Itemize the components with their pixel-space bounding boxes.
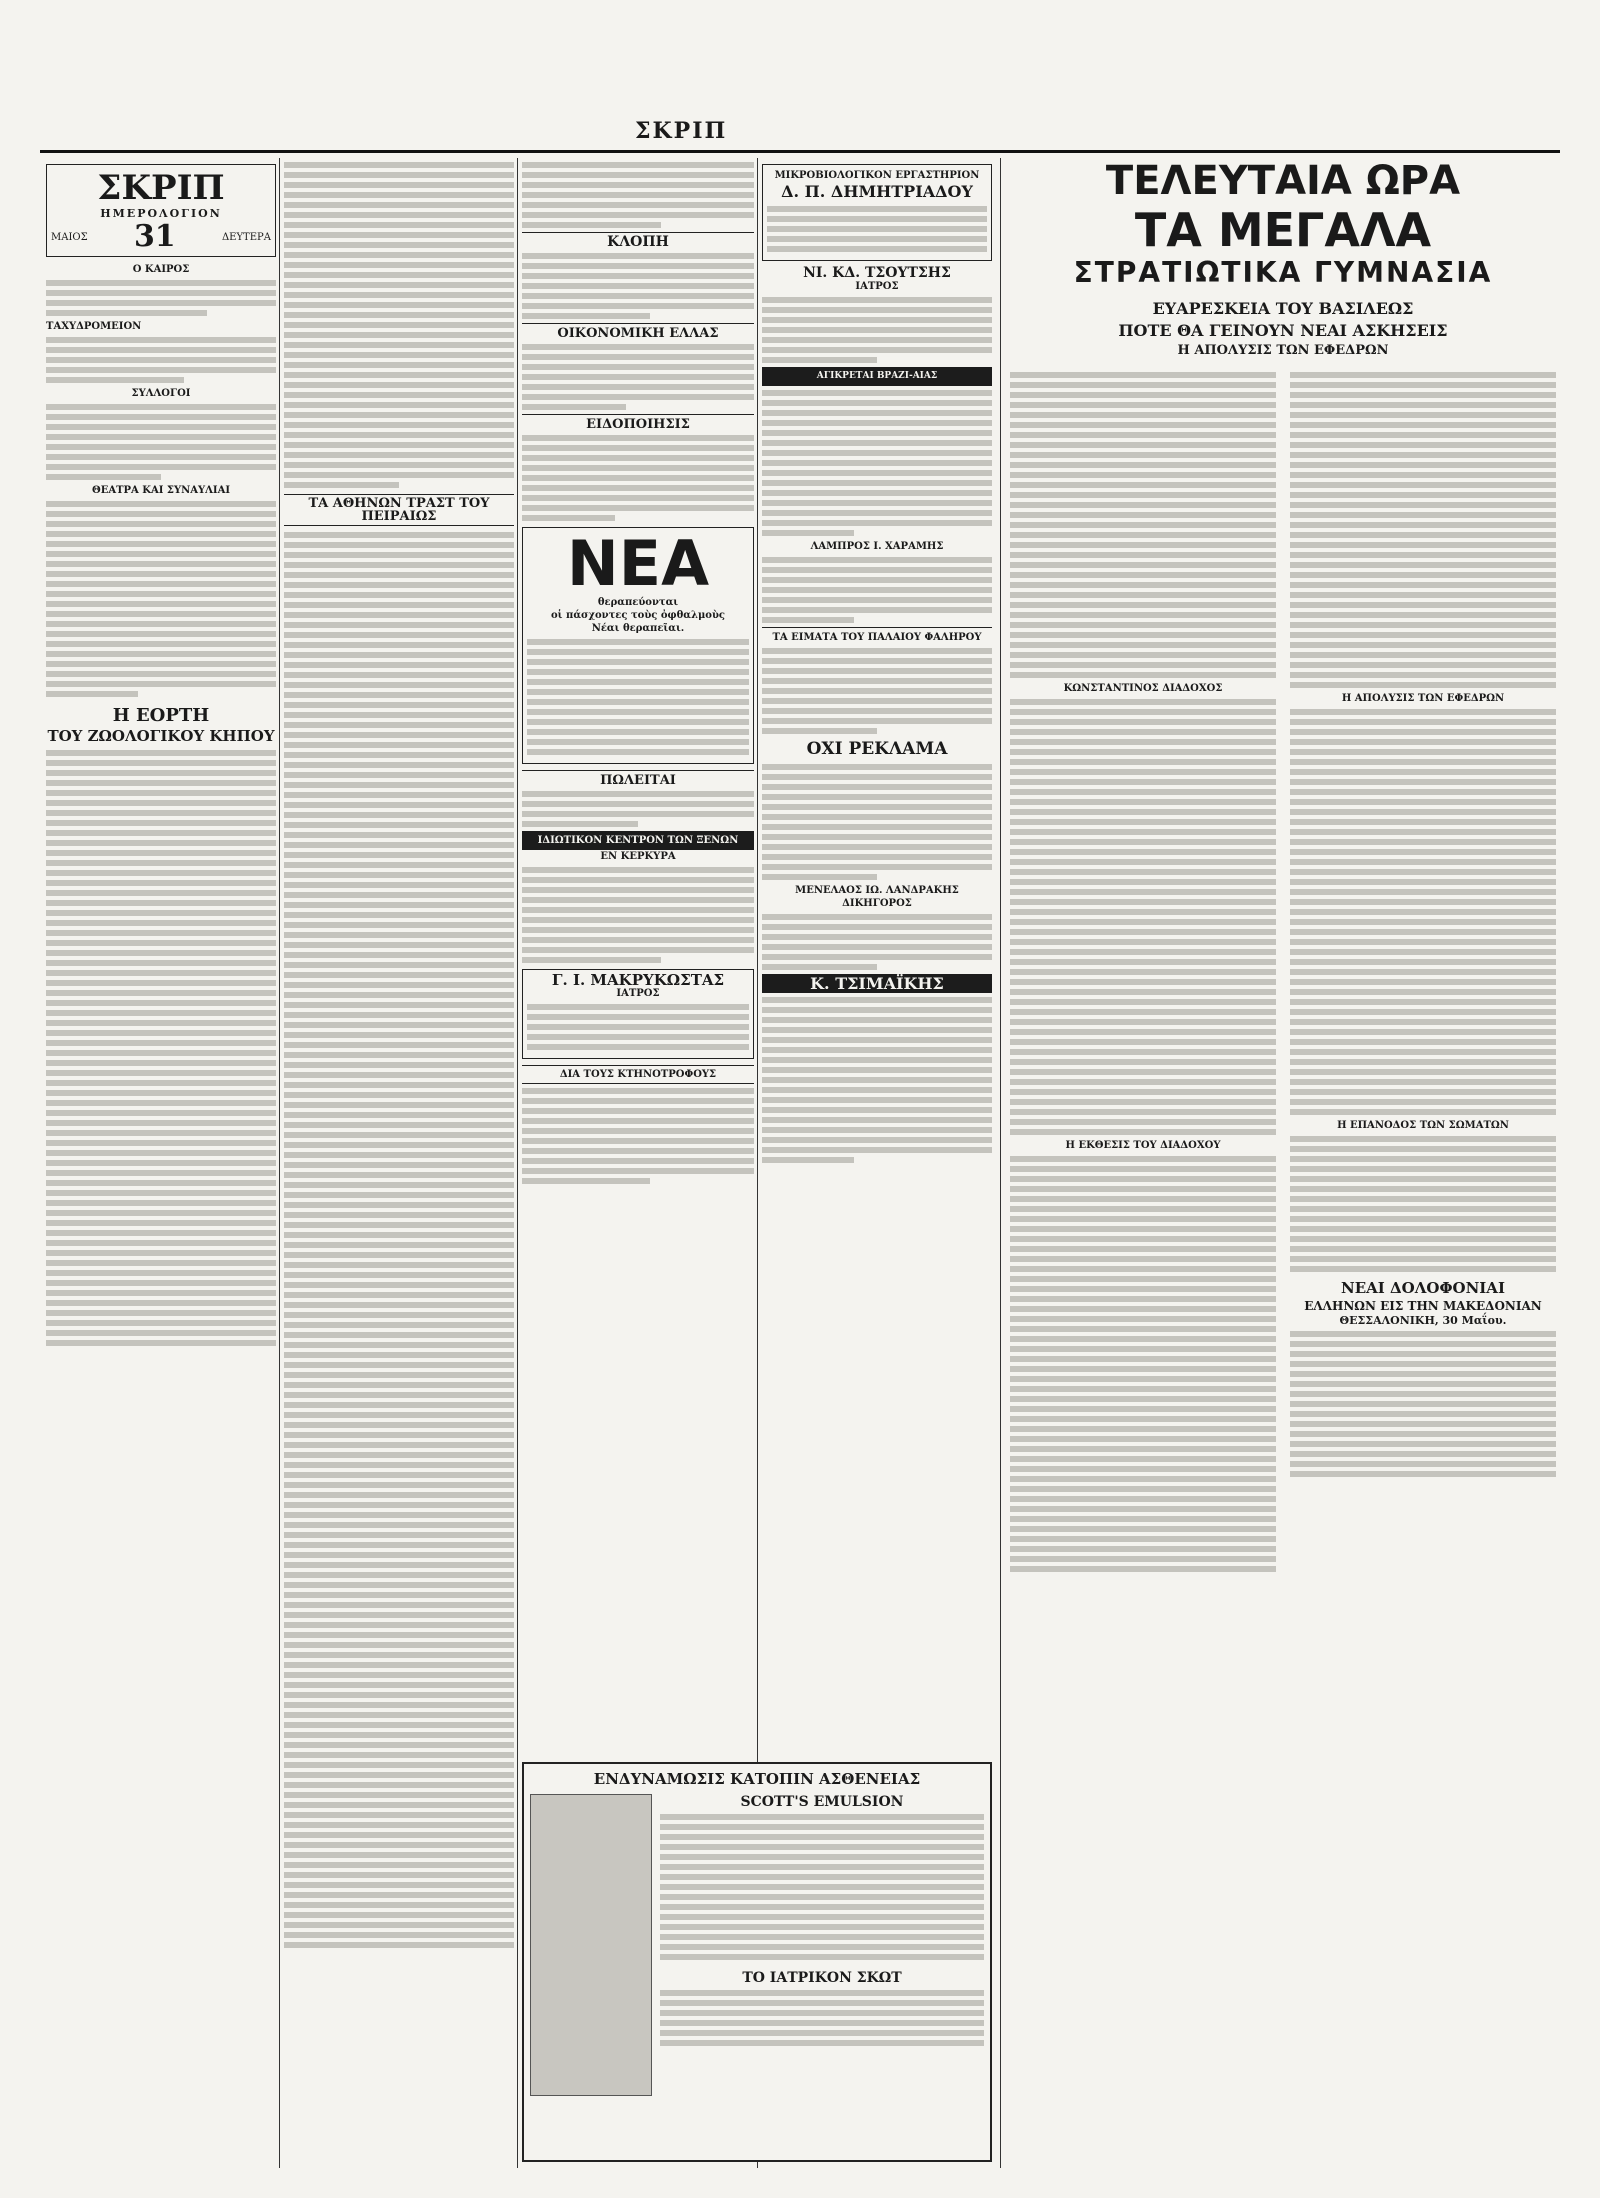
sub-heading-a: ΚΩΝΣΤΑΝΤΙΝΟΣ ΔΙΑΔΟΧΟΣ [1063, 683, 1223, 694]
scotts-emulsion-ad [522, 1762, 992, 2162]
almanac-month: ΜΑΙΟΣ [51, 231, 88, 243]
tsoutsis-name: ΝΙ. ΚΔ. ΤΣΟΥΤΣΗΣ [803, 265, 951, 281]
deck-1: ΕΥΑΡΕΣΚΕΙΑ ΤΟΥ ΒΑΣΙΛΕΩΣ [1152, 299, 1414, 318]
text-block [527, 1004, 749, 1050]
text-block [660, 1990, 984, 2046]
text-block [1010, 699, 1276, 1135]
theatre-heading: ΘΕΑΤΡΑ ΚΑΙ ΣΥΝΑΥΛΙΑΙ [91, 485, 231, 496]
text-block [46, 404, 276, 480]
nea-line-3: Νέαι θεραπεῖαι. [591, 623, 685, 634]
text-block [522, 1088, 754, 1184]
fisherman-illustration [530, 1794, 652, 2096]
running-title: ΣΚΡΙΠ [635, 118, 728, 144]
text-block [762, 764, 992, 880]
murder-heading-1: ΝΕΑΙ ΔΟΛΟΦΟΝΙΑΙ [1341, 1279, 1505, 1297]
column-5 [1010, 158, 1556, 2198]
column-1 [46, 158, 276, 2198]
no-ads-heading: ΟΧΙ ΡΕΚΛΑΜΑ [806, 739, 948, 759]
zoo-heading-2: ΤΟΥ ΖΩΟΛΟΓΙΚΟΥ ΚΗΠΟΥ [47, 727, 275, 745]
doctor-title: ΙΑΤΡΟΣ [616, 988, 660, 999]
lawyer-name: ΜΕΝΕΛΑΟΣ ΙΩ. ΛΑΝΔΡΑΚΗΣ [795, 885, 959, 896]
post-heading: ΤΑΧΥΔΡΟΜΕΙΟΝ [46, 321, 142, 332]
text-block [1290, 1331, 1556, 1477]
almanac-day: 31 [133, 219, 176, 254]
sub-heading-b: Η ΑΠΟΛΥΣΙΣ ΤΩΝ ΕΦΕΔΡΩΝ [1341, 693, 1505, 704]
livestock-heading: ΔΙΑ ΤΟΥΣ ΚΤΗΝΟΤΡΟΦΟΥΣ [522, 1065, 754, 1084]
text-block [284, 532, 514, 1948]
almanac-subtitle: ΗΜΕΡΟΛΟΓΙΟΝ [100, 207, 222, 220]
text-block [1010, 1156, 1276, 1572]
notices-heading: ΕΙΔΟΠΟΙΗΣΙΣ [522, 414, 754, 431]
text-block [46, 280, 276, 316]
column-rule [1000, 158, 1001, 2168]
nea-line-1: θεραπεύονται [597, 597, 679, 608]
nea-line-2: οἱ πάσχοντες τοὺς ὀφθαλμοὺς [551, 610, 725, 621]
text-block [522, 435, 754, 521]
text-block [762, 648, 992, 734]
text-block [762, 297, 992, 363]
lab-ad [762, 164, 992, 261]
almanac-title: ΣΚΡΙΠ [97, 168, 225, 208]
text-block [522, 253, 754, 319]
column-rule [279, 158, 280, 2168]
text-block [46, 750, 276, 1346]
text-block [527, 639, 749, 755]
text-block [522, 344, 754, 410]
top-rule [40, 150, 1560, 153]
text-block [522, 791, 754, 827]
column-2 [284, 158, 514, 2198]
lab-name: Δ. Π. ΔΗΜΗΤΡΙΑΔΟΥ [781, 182, 973, 201]
trust-heading: ΤΑ ΑΘΗΝΩΝ ΤΡΑΣΤ ΤΟΥ ΠΕΙΡΑΙΩΣ [284, 494, 514, 526]
clubs-heading: ΣΥΛΛΟΓΟΙ [131, 388, 191, 399]
dateline: ΘΕΣΣΑΛΟΝΙΚΗ, 30 Μαΐου. [1339, 1314, 1507, 1327]
kerkyra-heading-1: ΙΔΙΩΤΙΚΟΝ ΚΕΝΤΡΟΝ ΤΩΝ ΞΕΝΩΝ [522, 831, 754, 850]
theft-heading: ΚΛΟΠΗ [522, 232, 754, 249]
text-block [1290, 372, 1556, 688]
almanac-weekday: ΔΕΥΤΕΡΑ [221, 231, 271, 243]
tsoutsis-title: ΙΑΤΡΟΣ [855, 281, 899, 292]
lab-heading: ΜΙΚΡΟΒΙΟΛΟΓΙΚΟΝ ΕΡΓΑΣΤΗΡΙΟΝ [774, 170, 980, 181]
text-block [767, 206, 987, 252]
text-block [762, 997, 992, 1163]
tsimaikis-name: Κ. ΤΣΙΜΑΪΚΗΣ [762, 974, 992, 993]
text-block [1290, 709, 1556, 1115]
text-block [522, 867, 754, 963]
scott-title: SCOTT'S EMULSION [740, 1794, 904, 1810]
text-block [284, 162, 514, 488]
health-banner: ΕΝΔΥΝΑΜΩΣΙΣ ΚΑΤΟΠΙΝ ΑΣΘΕΝΕΙΑΣ [593, 1770, 921, 1788]
weather-heading: Ο ΚΑΙΡΟΣ [132, 264, 190, 275]
almanac-box [46, 164, 276, 257]
deck-2: ΠΟΤΕ ΘΑ ΓΕΙΝΟΥΝ ΝΕΑΙ ΑΣΚΗΣΕΙΣ [1118, 321, 1448, 340]
text-block [1010, 372, 1276, 678]
sub-heading-d: Η ΕΠΑΝΟΔΟΣ ΤΩΝ ΣΩΜΑΤΩΝ [1337, 1120, 1509, 1131]
text-block [762, 557, 992, 623]
zoo-heading-1: Η ΕΟΡΤΗ [112, 705, 210, 726]
scott-subtitle: ΤΟ ΙΑΤΡΙΚΟΝ ΣΚΩΤ [742, 1970, 902, 1986]
murder-heading-2: ΕΛΛΗΝΩΝ ΕΙΣ ΤΗΝ ΜΑΚΕΔΟΝΙΑΝ [1304, 1299, 1542, 1313]
lawyer-title: ΔΙΚΗΓΟΡΟΣ [842, 898, 912, 909]
economic-heading: ΟΙΚΟΝΟΜΙΚΗ ΕΛΛΑΣ [522, 323, 754, 340]
sub-heading-c: Η ΕΚΘΕΣΙΣ ΤΟΥ ΔΙΑΔΟΧΟΥ [1065, 1140, 1221, 1151]
headline-2: ΣΤΡΑΤΙΩΤΙΚΑ ΓΥΜΝΑΣΙΑ [1073, 256, 1493, 289]
deck-3: Η ΑΠΟΛΥΣΙΣ ΤΩΝ ΕΦΕΔΡΩΝ [1177, 343, 1389, 358]
column-rule [517, 158, 518, 2168]
kerkyra-heading-2: ΕΝ ΚΕΡΚΥΡΑ [600, 851, 676, 862]
text-block [762, 390, 992, 536]
text-block [46, 501, 276, 697]
urgent-ad-heading: ΑΓΙΚΡΕΤΑΙ ΒΡΑΖΙ-ΑΙΑΣ [762, 367, 992, 386]
charamis-name: ΛΑΜΠΡΟΣ Ι. ΧΑΡΑΜΗΣ [810, 541, 944, 552]
text-block [1290, 1136, 1556, 1272]
text-block [46, 337, 276, 383]
doctor-ad [522, 969, 754, 1059]
nea-ad [522, 527, 754, 764]
doctor-name: Γ. Ι. ΜΑΚΡΥΚΩΣΤΑΣ [551, 971, 725, 989]
faliro-heading: ΤΑ ΕΙΜΑΤΑ ΤΟΥ ΠΑΛΑΙΟΥ ΦΑΛΗΡΟΥ [762, 627, 992, 644]
text-block [660, 1814, 984, 1960]
text-block [522, 162, 754, 228]
headline-1: ΤΑ ΜΕΓΑΛΑ [1134, 203, 1432, 257]
kicker: ΤΕΛΕΥΤΑΙΑ ΩΡΑ [1105, 158, 1461, 204]
nea-title: ΝΕΑ [566, 527, 710, 600]
for-sale-heading: ΠΩΛΕΙΤΑΙ [522, 770, 754, 787]
text-block [762, 914, 992, 970]
